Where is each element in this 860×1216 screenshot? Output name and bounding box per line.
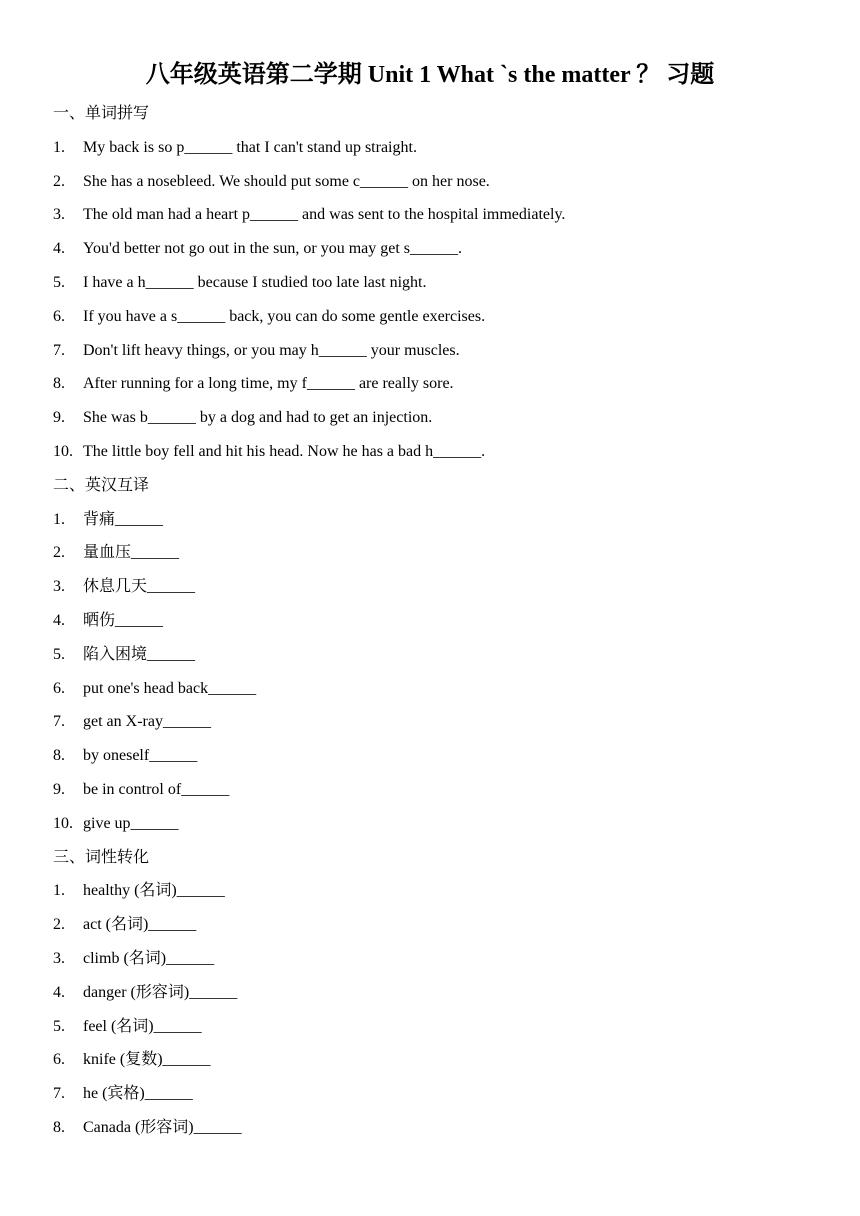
exercise-item	[53, 536, 179, 570]
item-number: 1.	[53, 510, 65, 528]
item-number: 3.	[53, 206, 65, 224]
exercise-item	[53, 232, 462, 266]
item-number: 10.	[53, 443, 73, 460]
exercise-item	[53, 874, 225, 908]
section-heading: 一、单词拼写	[53, 105, 150, 122]
exercise-item	[53, 1043, 211, 1077]
item-text: get an X-ray______	[83, 713, 211, 731]
item-text: give up______	[83, 814, 179, 832]
exercise-item	[53, 739, 197, 773]
exercise-item	[53, 638, 195, 672]
item-number: 1.	[53, 138, 65, 156]
exercise-item	[53, 807, 179, 841]
item-number: 5.	[53, 274, 65, 291]
exercise-item	[53, 773, 229, 807]
exercise-item	[53, 705, 211, 739]
item-text: Canada (形容词)______	[83, 1119, 242, 1136]
item-text: climb (名词)______	[83, 950, 215, 967]
exercise-item	[53, 401, 432, 435]
exercise-item	[53, 1010, 202, 1044]
item-text: be in control of______	[83, 781, 230, 798]
exercise-item	[53, 1111, 242, 1145]
item-number: 6.	[53, 307, 65, 325]
item-number: 5.	[53, 1017, 65, 1035]
item-number: 9.	[53, 409, 65, 427]
exercise-item	[53, 435, 485, 469]
exercise-item	[53, 367, 454, 401]
section-heading: 二、英汉互译	[53, 476, 150, 494]
exercise-item	[53, 131, 417, 165]
item-text: he (宾格)______	[83, 1085, 193, 1103]
exercise-item	[53, 334, 460, 368]
exercise-item	[53, 570, 195, 604]
section-heading: 三、词性转化	[53, 848, 150, 866]
item-number: 6.	[53, 1051, 65, 1069]
item-text: put one's head back______	[83, 679, 257, 697]
item-number: 2.	[53, 172, 65, 190]
item-number: 8.	[53, 375, 65, 393]
item-text: 陷入困境______	[83, 645, 196, 663]
item-text: Don't lift heavy things, or you may h______ your muscles.	[83, 341, 460, 359]
item-text: She has a nosebleed. We should put some c______ on her nose.	[83, 172, 490, 190]
item-number: 7.	[53, 341, 65, 359]
exercise-item	[53, 672, 256, 706]
item-number: 6.	[53, 679, 65, 697]
item-text: 休息几天______	[83, 578, 196, 596]
item-text: feel (名词)______	[83, 1017, 202, 1035]
item-number: 4.	[53, 983, 65, 1001]
item-text: You'd better not go out in the sun, or you may get s______.	[83, 240, 463, 258]
exercise-item	[53, 165, 490, 199]
item-number: 8.	[53, 747, 65, 765]
item-text: danger (形容词)______	[83, 983, 238, 1001]
exercise-item	[53, 503, 163, 537]
item-number: 1.	[53, 882, 65, 900]
exercise-item	[53, 908, 196, 942]
exercise-item	[53, 604, 163, 638]
exercise-item	[53, 266, 426, 300]
item-number: 7.	[53, 1085, 65, 1103]
exercise-item	[53, 976, 237, 1010]
item-text: She was b______ by a dog and had to get an injection.	[83, 409, 433, 427]
exercise-item	[53, 1077, 193, 1111]
item-text: by oneself______	[83, 747, 198, 765]
page-title: 八年级英语第二学期 Unit 1 What `s the matter ？ 习题	[145, 62, 715, 88]
item-text: I have a h______ because I studied too late last night.	[83, 274, 427, 291]
item-text: 背痛______	[83, 510, 164, 528]
item-number: 10.	[53, 814, 73, 832]
item-text: 晒伤______	[83, 612, 164, 629]
item-text: act (名词)______	[83, 916, 197, 934]
exercise-item	[53, 300, 485, 334]
item-text: The little boy fell and hit his head. Now he has a bad h______.	[83, 443, 486, 460]
item-text: healthy (名词)______	[83, 882, 225, 900]
item-text: After running for a long time, my f______ are really sore.	[83, 375, 454, 393]
item-text: knife (复数)______	[83, 1051, 211, 1069]
item-number: 3.	[53, 578, 65, 596]
item-text: My back is so p______ that I can't stand up straight.	[83, 138, 417, 156]
item-number: 7.	[53, 713, 65, 731]
exercise-item	[53, 198, 565, 232]
item-number: 5.	[53, 645, 65, 663]
item-number: 9.	[53, 781, 65, 798]
item-number: 4.	[53, 240, 65, 258]
item-number: 2.	[53, 916, 65, 934]
item-text: 量血压______	[83, 544, 180, 562]
item-text: The old man had a heart p______ and was sent to the hospital immediately.	[83, 206, 566, 224]
item-number: 4.	[53, 612, 65, 629]
item-number: 3.	[53, 950, 65, 967]
item-text: If you have a s______ back, you can do some gentle exercises.	[83, 307, 486, 325]
item-number: 8.	[53, 1119, 65, 1136]
item-number: 2.	[53, 544, 65, 562]
exercise-item	[53, 942, 214, 976]
